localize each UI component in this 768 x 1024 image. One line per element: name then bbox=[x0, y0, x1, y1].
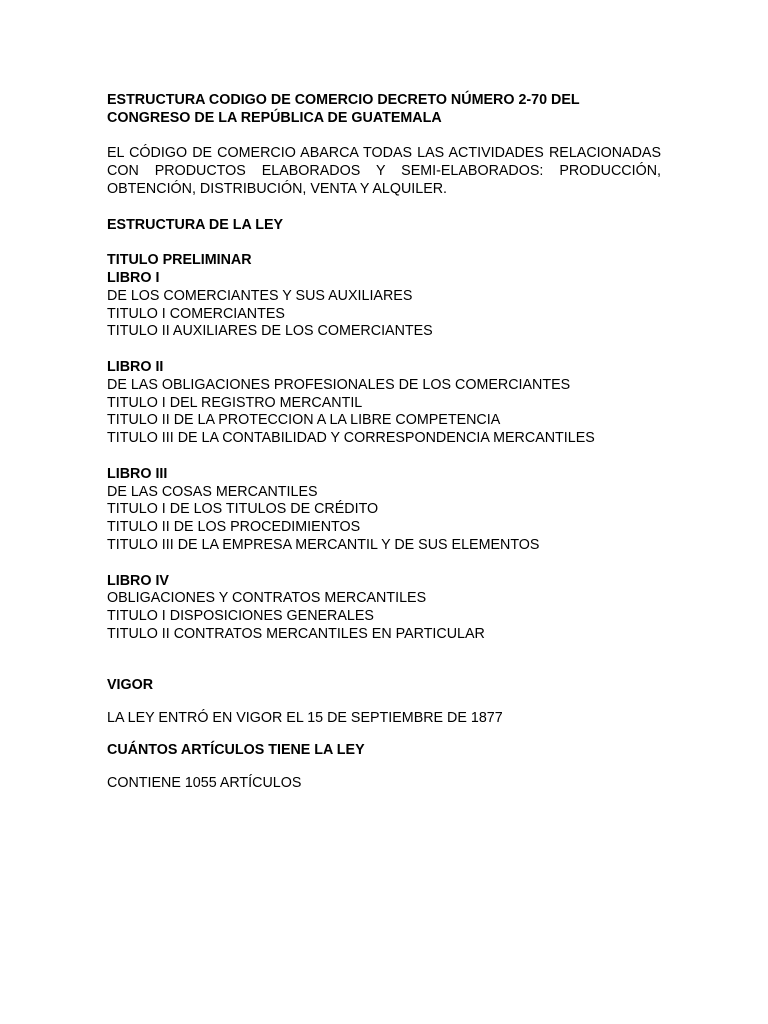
book-line: TITULO II DE LA PROTECCION A LA LIBRE COMPETENCIA bbox=[107, 412, 501, 429]
book-line: TITULO II CONTRATOS MERCANTILES EN PARTICULAR bbox=[107, 625, 485, 642]
book-line: TITULO I COMERCIANTES bbox=[107, 305, 285, 322]
book-line: TITULO I DISPOSICIONES GENERALES bbox=[107, 608, 374, 625]
title-line: ESTRUCTURA CODIGO DE COMERCIO DECRETO NÚMERO 2-70 DEL bbox=[107, 92, 580, 108]
document-title bbox=[107, 92, 661, 128]
book-section bbox=[107, 359, 661, 448]
book-line: TITULO II DE LOS PROCEDIMIENTOS bbox=[107, 519, 361, 536]
book-section bbox=[107, 573, 661, 644]
articles-text: CONTIENE 1055 ARTÍCULOS bbox=[107, 775, 302, 792]
book-line: TITULO III DE LA CONTABILIDAD Y CORRESPONDENCIA MERCANTILES bbox=[107, 430, 595, 447]
preliminary-title: TITULO PRELIMINAR bbox=[107, 252, 252, 269]
book-line: DE LOS COMERCIANTES Y SUS AUXILIARES bbox=[107, 287, 413, 304]
book-line: DE LAS OBLIGACIONES PROFESIONALES DE LOS COMERCIANTES bbox=[107, 376, 571, 393]
book-section bbox=[107, 466, 661, 555]
vigor-heading: VIGOR bbox=[107, 676, 154, 693]
book-line: TITULO III DE LA EMPRESA MERCANTIL Y DE SUS ELEMENTOS bbox=[107, 536, 540, 553]
book-line: OBLIGACIONES Y CONTRATOS MERCANTILES bbox=[107, 590, 427, 607]
book-line: TITULO I DEL REGISTRO MERCANTIL bbox=[107, 394, 363, 411]
document-page bbox=[107, 92, 661, 793]
book-heading: LIBRO IV bbox=[107, 572, 169, 589]
structure-heading: ESTRUCTURA DE LA LEY bbox=[107, 216, 284, 233]
book-heading: LIBRO II bbox=[107, 358, 164, 375]
book-line: TITULO II AUXILIARES DE LOS COMERCIANTES bbox=[107, 323, 433, 340]
title-line: CONGRESO DE LA REPÚBLICA DE GUATEMALA bbox=[107, 109, 442, 126]
book-line: DE LAS COSAS MERCANTILES bbox=[107, 483, 318, 500]
book-line: TITULO I DE LOS TITULOS DE CRÉDITO bbox=[107, 501, 379, 518]
book-heading: LIBRO I bbox=[107, 269, 160, 286]
book-heading: LIBRO III bbox=[107, 465, 168, 482]
intro-paragraph: EL CÓDIGO DE COMERCIO ABARCA TODAS LAS ACTIVIDADES RELACIONADAS CON PRODUCTOS ELABORADOS Y SEMI-ELABORADOS: PRODUCCIÓN, OBTENCIÓN, DISTRIBUCIÓN, VENTA Y ALQUILER. bbox=[107, 145, 661, 197]
articles-heading: CUÁNTOS ARTÍCULOS TIENE LA LEY bbox=[107, 742, 365, 759]
book-section bbox=[107, 270, 661, 341]
vigor-text: LA LEY ENTRÓ EN VIGOR EL 15 DE SEPTIEMBRE DE 1877 bbox=[107, 709, 503, 726]
